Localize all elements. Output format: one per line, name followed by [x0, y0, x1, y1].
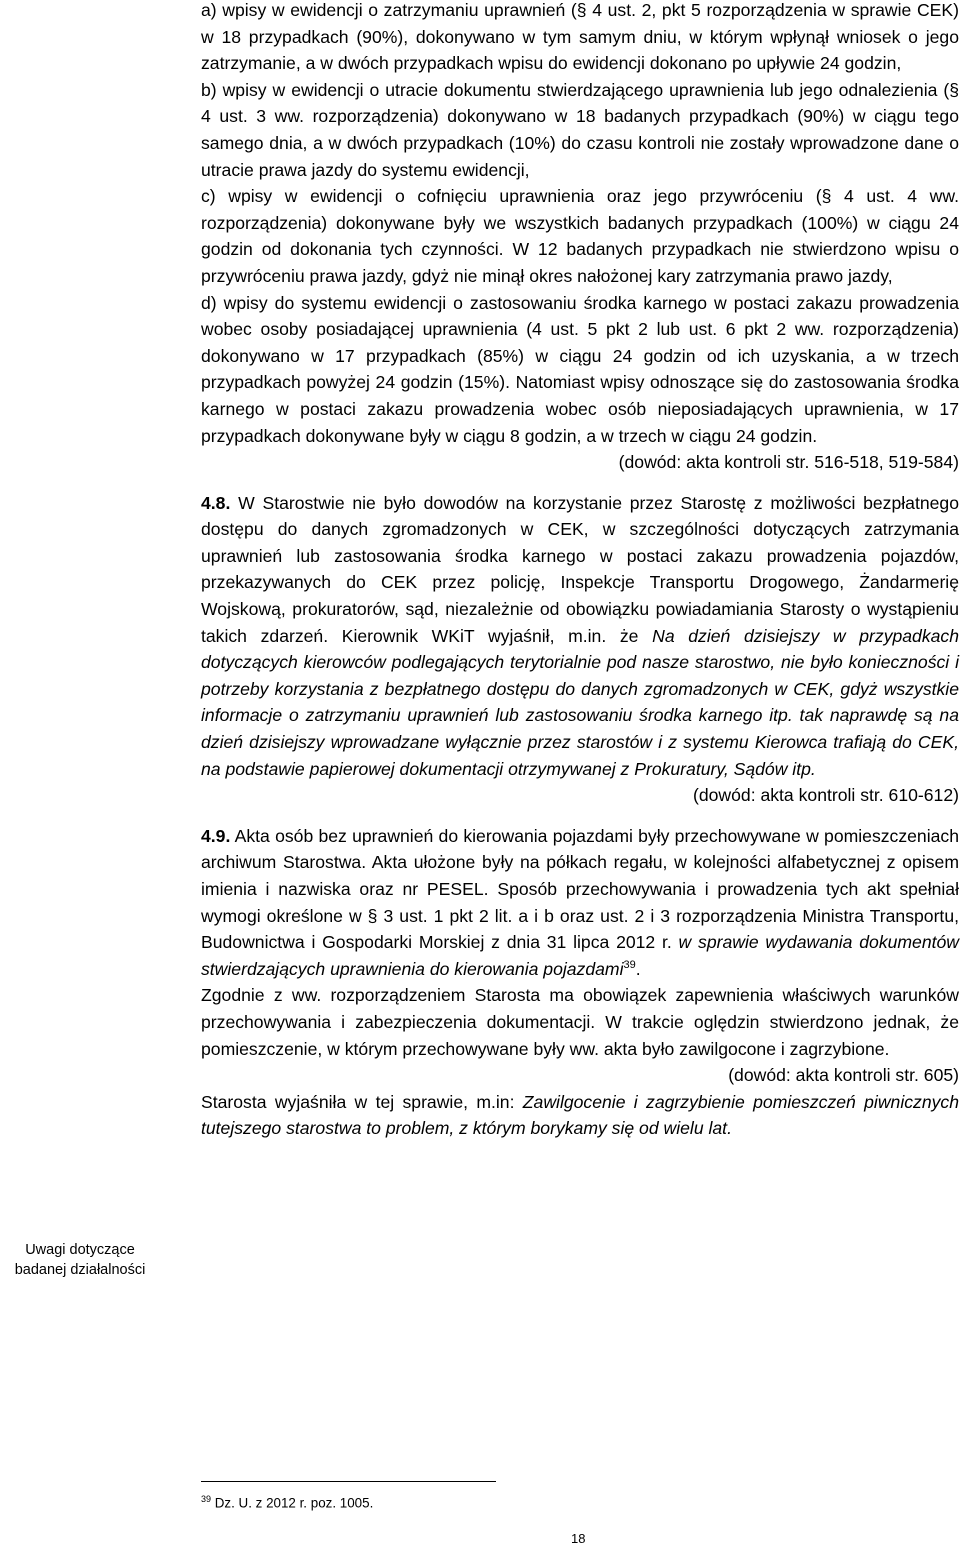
margin-note-line-1: Uwagi dotyczące [25, 1242, 135, 1258]
footnote-mark: 39 [201, 1494, 212, 1504]
section-text: W Starostwie nie było dowodów na korzystanie przez Starostę z możliwości bezpłatnego dostępu do danych zgromadzonych w CEK, w szczególności dotyczących zatrzymania uprawnień lub zastosowania środka karnego w postaci zakazu prowadzenia pojazdów, przekazywanych do CEK przez policję, Inspekcje Transportu Drogowego, Żandarmerię Wojskową, prokuratorów, sąd, niezależnie od obowiązku powiadamiania Starosty o wystąpieniu takich zdarzeń. Kierownik WKiT wyjaśnił, m.in. że [201, 492, 959, 646]
evidence-ref-4-9: (dowód: akta kontroli str. 605) [728, 1065, 959, 1086]
margin-note-line-2: badanej działalności [14, 1262, 146, 1278]
item-b: b) wpisy w ewidencji o utracie dokumentu stwierdzającego uprawnienia lub jego odnalezienia (§ 4 ust. 3 ww. rozporządzenia) dokonywano w 18 badanych przypadkach (90%) w ciągu tego samego dnia, a w dwóch przypadkach (10%) do czasu kontroli nie zostały wprowadzone dane o utracie prawa jazdy do systemu ewidencji, [201, 79, 959, 180]
evidence-ref-d: (dowód: akta kontroli str. 516-518, 519-584) [618, 452, 959, 473]
section-4-9-cont: Zgodnie z ww. rozporządzeniem Starosta ma obowiązek zapewnienia właściwych warunków przechowywania i zabezpieczenia dokumentacji. W trakcie oględzin stwierdzono jednak, że pomieszczenie, w którym przechowywane były ww. akta było zawilgocone i zagrzybione. [201, 985, 959, 1059]
footnote-text: Dz. U. z 2012 r. poz. 1005. [214, 1495, 374, 1511]
item-d: d) wpisy do systemu ewidencji o zastosowaniu środka karnego w postaci zakazu prowadzenia wobec osoby posiadającej uprawnienia (4 ust. 5 pkt 2 lub ust. 6 pkt 2 ww. rozporządzenia) dokonywano w 17 przypadkach (85%) w ciągu 24 godzin od ich uzyskania, a w trzech przypadkach powyżej 24 godzin (15%). Natomiast wpisy odnoszące się do zastosowania środka karnego w postaci zakazu prowadzenia wobec osób nieposiadających uprawnienia, w 17 przypadkach dokonywane były w ciągu 8 godzin, a w trzech w ciągu 24 godzin. [201, 292, 959, 446]
section-number: 4.9. [201, 825, 231, 846]
section-number: 4.8. [201, 492, 231, 513]
item-c: c) wpisy w ewidencji o cofnięciu uprawnienia oraz jego przywróceniu (§ 4 ust. 4 ww. rozporządzenia) dokonywane były we wszystkich badanych przypadkach (100%) w ciągu 24 godzin od dokonania tych czynności. W 12 badanych przypadkach nie stwierdzono wpisu o przywróceniu prawa jazdy, gdyż nie minął okres nałożonej kary zatrzymania prawo jazdy, [201, 186, 959, 286]
quote: Zawilgocenie i zagrzybienie pomieszczeń piwnicznych tutejszego starostwa to problem, z którym borykamy się od wielu lat. [201, 1091, 959, 1139]
evidence-ref-4-8: (dowód: akta kontroli str. 610-612) [692, 785, 959, 806]
margin-note [0, 1240, 160, 1280]
section-4-9: 4.9. Akta osób bez uprawnień do kierowania pojazdami były przechowywane w pomieszczeniach archiwum Starostwa. Akta ułożone były na półkach regału, w kolejności alfabetycznej z opisem imienia i nazwiska oraz nr PESEL. Sposób przechowywania i prowadzenia tych akt spełniał wymogi określone w § 3 ust. 1 pkt 2 lit. a i b oraz ust. 2 i 3 rozporządzenia Ministra Transportu, Budownictwa i Gospodarki Morskiej z dnia 31 lipca 2012 r. w sprawie wydawania dokumentów stwierdzających uprawnienia do kierowania pojazdami$^{39}$. [201, 825, 960, 979]
regulation-title: w sprawie wydawania dokumentów stwierdzających uprawnienia do kierowania pojazdami [201, 932, 960, 979]
footnote-rule [201, 1481, 496, 1482]
explanation-intro: Starosta wyjaśniła w tej sprawie, m.in: [201, 1091, 515, 1112]
item-a: a) wpisy w ewidencji o zatrzymaniu uprawnień (§ 4 ust. 2, pkt 5 rozporządzenia w sprawie CEK) w 18 przypadkach (90%), dokonywano w tym samym dniu, w którym wpłynął wniosek o jego zatrzymanie, a w dwóch przypadkach wpisu do ewidencji dokonano po upływie 24 godzin, [201, 0, 959, 74]
quote: Na dzień dzisiejszy w przypadkach dotyczących kierowców podlegających terytorialnie pod nasze starostwo, nie było konieczności i potrzeby korzystania z bezpłatnego dostępu do danych zgromadzonych w CEK, gdyż wszystkie informacje o zatrzymaniu uprawnień lub zastosowaniu środka karnego itp. tak naprawdę są na dzień dzisiejszy wprowadzane wyłącznie przez starostów i z systemu Kierowca trafiają do CEK, na podstawie papierowej dokumentacji otrzymywanej z Prokuratury, Sądów itp. [201, 625, 960, 779]
explanation [201, 1089, 959, 1142]
footnote-ref: 39 [623, 958, 636, 971]
page-number: 18 [571, 1531, 586, 1546]
section-4-8 [201, 490, 959, 783]
footnote [201, 1494, 373, 1510]
main-text [201, 0, 959, 1142]
section-text: Akta osób bez uprawnień do kierowania pojazdami były przechowywane w pomieszczeniach archiwum Starostwa. Akta ułożone były na półkach regału, w kolejności alfabetycznej z opisem imienia i nazwiska oraz nr PESEL. Sposób przechowywania i prowadzenia tych akt spełniał wymogi określone w § 3 ust. 1 pkt 2 lit. a i b oraz ust. 2 i 3 rozporządzenia Ministra Transportu, Budownictwa i Gospodarki Morskiej z dnia 31 lipca 2012 r. [201, 825, 959, 953]
